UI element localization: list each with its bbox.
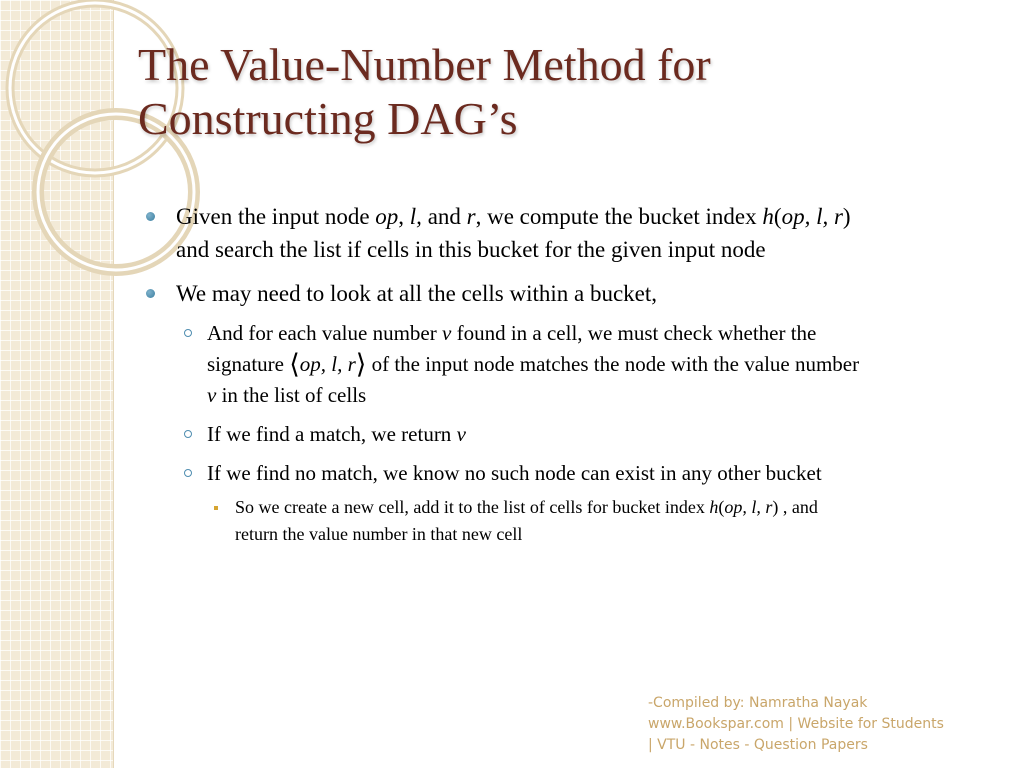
footer-credits	[648, 693, 944, 756]
text-span: signature	[207, 352, 290, 376]
text-span: Given the input node	[176, 204, 376, 229]
bullet-dot-icon	[146, 212, 155, 221]
text-span: found in a cell, we must check whether the	[451, 321, 817, 345]
text-span: If we find a match, we return	[207, 422, 457, 446]
list-item-bucket-index	[176, 200, 1016, 266]
text-span: , we compute the bucket index	[475, 204, 763, 229]
var-l: l,	[409, 204, 422, 229]
bullet-ring-icon	[184, 430, 192, 438]
text-span: And for each value number	[207, 321, 442, 345]
list-item-no-match: If we find no match, we know no such node can exist in any other bucket	[207, 461, 822, 485]
func-args: op, l, r	[781, 204, 843, 229]
func-h: h	[709, 497, 719, 517]
list-item-create-cell	[235, 494, 1015, 548]
bullet-line	[235, 494, 1015, 521]
text-span: and	[421, 204, 467, 229]
footer-line-3: | VTU - Notes - Question Papers	[648, 737, 868, 753]
right-angle-bracket: ⟩	[355, 349, 367, 379]
text-span: of the input node matches the node with the value number	[366, 352, 860, 376]
bullet-dot-icon	[146, 289, 155, 298]
bullet-line	[176, 200, 1016, 233]
footer-line-2: www.Bookspar.com | Website for Students	[648, 716, 944, 732]
bullet-line	[207, 349, 1017, 380]
slide-title	[138, 38, 988, 146]
signature-tuple	[289, 349, 366, 380]
var-v: v	[456, 422, 466, 446]
bullet-line: and search the list if cells in this bucket for the given input node	[176, 237, 766, 262]
text-span: ) , and	[772, 497, 818, 517]
text-span: )	[842, 204, 851, 229]
text-span: So we create a new cell, add it to the list of cells for bucket index	[235, 497, 710, 517]
text-span: ,	[398, 204, 410, 229]
var-v: v	[207, 383, 217, 407]
var-r: r	[466, 204, 476, 229]
bullet-line	[207, 380, 1017, 411]
func-args: op, l, r	[724, 497, 773, 517]
title-line-1: The Value-Number Method for	[138, 39, 711, 90]
left-angle-bracket: ⟨	[289, 349, 300, 379]
text-span: (	[773, 204, 782, 229]
bullet-line	[207, 318, 1017, 349]
bullet-ring-icon	[184, 329, 192, 337]
func-h: h	[762, 204, 774, 229]
text-span: (	[718, 497, 725, 517]
bullet-line: return the value number in that new cell	[235, 524, 523, 544]
signature-args: op, l, r	[299, 352, 356, 376]
title-line-2: Constructing DAG’s	[138, 93, 518, 144]
bullet-ring-icon	[184, 469, 192, 477]
bullet-square-icon	[214, 506, 218, 510]
list-item-look-at-cells: We may need to look at all the cells within a bucket,	[176, 281, 658, 306]
text-span: in the list of cells	[216, 383, 367, 407]
var-v: v	[442, 321, 452, 345]
list-item-check-signature	[207, 318, 1017, 411]
footer-line-1: -Compiled by: Namratha Nayak	[648, 695, 868, 711]
list-item-match-found	[207, 419, 466, 450]
var-op: op	[375, 204, 399, 229]
